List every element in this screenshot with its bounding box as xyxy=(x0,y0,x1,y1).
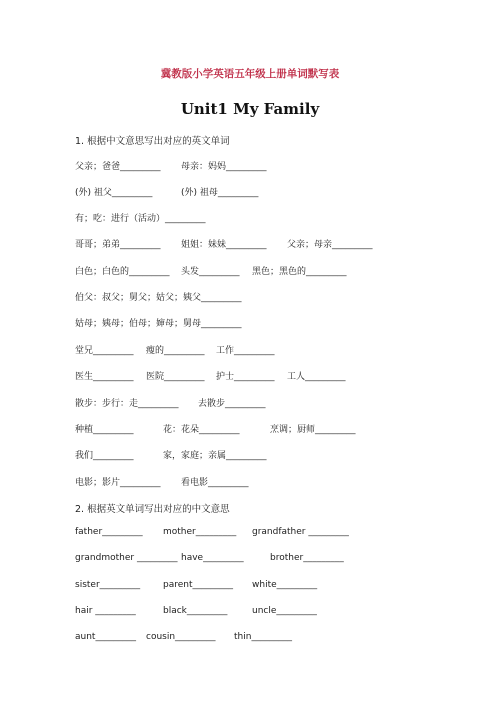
fill-in-item[interactable]: 电影；影片_________ xyxy=(75,478,161,488)
fill-in-item[interactable]: 白色；白色的_________ xyxy=(75,267,170,277)
fill-in-item[interactable]: 工作_________ xyxy=(216,346,275,356)
fill-in-item[interactable]: 姐姐：妹妹_________ xyxy=(181,240,267,250)
page-header: 冀教版小学英语五年级上册单词默写表 xyxy=(160,68,340,80)
fill-in-item[interactable]: hair _________ xyxy=(75,606,136,616)
fill-in-item[interactable]: 工人_________ xyxy=(287,372,346,382)
fill-in-item[interactable]: 家，家庭；亲属_________ xyxy=(163,451,267,461)
fill-in-item[interactable]: 看电影_________ xyxy=(181,478,249,488)
fill-in-item[interactable]: 医院_________ xyxy=(146,372,205,382)
fill-in-item[interactable]: black_________ xyxy=(163,606,228,616)
fill-in-item[interactable]: 去散步_________ xyxy=(198,399,266,409)
fill-in-item[interactable]: 父亲；母亲_________ xyxy=(287,240,373,250)
fill-in-item[interactable]: 烹调；厨师_________ xyxy=(270,425,356,435)
fill-in-item[interactable]: thin_________ xyxy=(234,632,292,642)
fill-in-item[interactable]: grandfather _________ xyxy=(252,527,349,537)
fill-in-item[interactable]: 哥哥；弟弟_________ xyxy=(75,240,161,250)
fill-in-item[interactable]: 堂兄_________ xyxy=(75,346,134,356)
fill-in-item[interactable]: have_________ xyxy=(181,553,244,563)
fill-in-item[interactable]: 护士_________ xyxy=(216,372,275,382)
fill-in-item[interactable]: 头发_________ xyxy=(181,267,240,277)
fill-in-item[interactable]: 黑色；黑色的_________ xyxy=(252,267,347,277)
fill-in-item[interactable]: 有；吃：进行（活动）_________ xyxy=(75,214,206,224)
section-2-title: 2. 根据英文单词写出对应的中文意思 xyxy=(75,504,230,515)
fill-in-item[interactable]: father_________ xyxy=(75,527,143,537)
fill-in-item[interactable]: 花：花朵_________ xyxy=(163,425,240,435)
fill-in-item[interactable]: (外) 祖父_________ xyxy=(75,188,153,198)
unit-title: Unit1 My Family xyxy=(180,100,320,118)
fill-in-item[interactable]: 瘦的_________ xyxy=(146,346,205,356)
fill-in-item[interactable]: 散步：步行：走_________ xyxy=(75,399,179,409)
fill-in-item[interactable]: 种植_________ xyxy=(75,425,134,435)
fill-in-item[interactable]: mother_________ xyxy=(163,527,237,537)
fill-in-item[interactable]: parent_________ xyxy=(163,580,234,590)
fill-in-item[interactable]: brother_________ xyxy=(270,553,344,563)
fill-in-item[interactable]: 父亲；爸爸_________ xyxy=(75,162,161,172)
section-1-title: 1. 根据中文意思写出对应的英文单词 xyxy=(75,136,230,147)
fill-in-item[interactable]: uncle_________ xyxy=(252,606,317,616)
fill-in-item[interactable]: (外) 祖母_________ xyxy=(181,188,259,198)
fill-in-item[interactable]: 伯父：叔父；舅父；姑父；姨父_________ xyxy=(75,293,242,303)
fill-in-item[interactable]: 医生_________ xyxy=(75,372,134,382)
fill-in-item[interactable]: aunt_________ xyxy=(75,632,136,642)
fill-in-item[interactable]: sister_________ xyxy=(75,580,141,590)
fill-in-item[interactable]: grandmother _________ xyxy=(75,553,178,563)
fill-in-item[interactable]: 我们_________ xyxy=(75,451,134,461)
fill-in-item[interactable]: 姑母；姨母；伯母；婶母；舅母_________ xyxy=(75,319,242,329)
fill-in-item[interactable]: cousin_________ xyxy=(146,632,216,642)
fill-in-item[interactable]: white_________ xyxy=(252,580,318,590)
fill-in-item[interactable]: 母亲：妈妈_________ xyxy=(181,162,267,172)
